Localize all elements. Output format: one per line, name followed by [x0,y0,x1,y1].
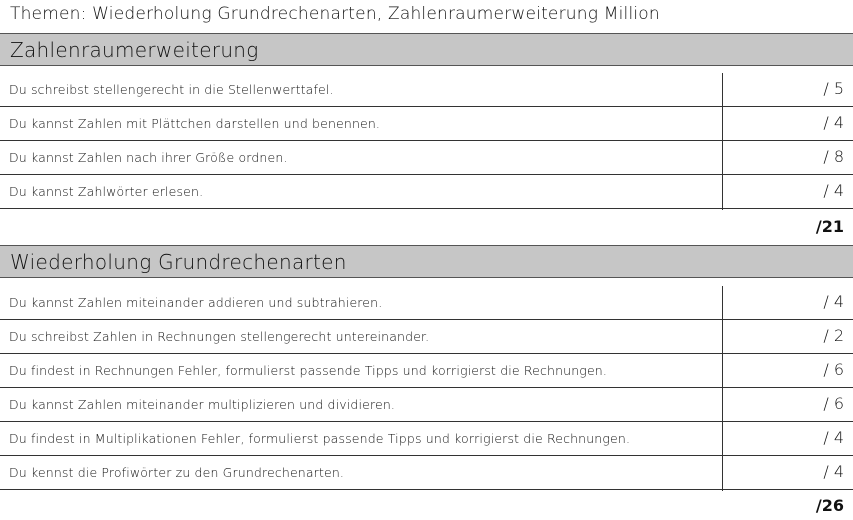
section-header-grundrechenarten [0,245,853,278]
table-row [0,388,853,422]
page-title: Themen: Wiederholung Grundrechenarten, Zahlenraumerweiterung Million [10,4,660,24]
section-heading: Wiederholung Grundrechenarten [10,250,347,274]
row-points: / 4 [823,181,844,200]
row-points: / 2 [823,326,844,345]
table-row [0,422,853,456]
table-row [0,354,853,388]
row-points: / 4 [823,113,844,132]
table-row [0,320,853,354]
row-description: Du findest in Rechnungen Fehler, formulierst passende Tipps und korrigierst die Rechnungen. [9,363,607,378]
row-points: / 6 [823,394,844,413]
table-row [0,286,853,320]
section-total: /21 [815,217,844,236]
row-description: Du kennst die Profiwörter zu den Grundrechenarten. [9,465,345,480]
row-description: Du kannst Zahlen miteinander addieren und subtrahieren. [9,295,383,310]
table-row [0,175,853,209]
row-points: / 6 [823,360,844,379]
row-points: / 4 [823,428,844,447]
row-description: Du findest in Multiplikationen Fehler, formulierst passende Tipps und korrigierst die Rechnungen. [9,431,631,446]
row-points: / 4 [823,462,844,481]
section-header-zahlenraumerweiterung [0,33,853,66]
table-row [0,456,853,490]
row-points: / 4 [823,292,844,311]
row-description: Du kannst Zahlen mit Plättchen darstellen und benennen. [9,116,381,131]
table-row [0,141,853,175]
row-description: Du kannst Zahlen miteinander multiplizieren und dividieren. [9,397,396,412]
row-points: / 5 [823,79,844,98]
row-description: Du kannst Zahlen nach ihrer Größe ordnen. [9,150,288,165]
row-points: / 8 [823,147,844,166]
row-description: Du schreibst Zahlen in Rechnungen stellengerecht untereinander. [9,329,430,344]
table-row [0,107,853,141]
table-row [0,73,853,107]
section-heading: Zahlenraumerweiterung [10,38,259,62]
row-description: Du schreibst stellengerecht in die Stellenwerttafel. [9,82,334,97]
row-description: Du kannst Zahlwörter erlesen. [9,184,204,199]
section-total: /26 [815,496,844,515]
